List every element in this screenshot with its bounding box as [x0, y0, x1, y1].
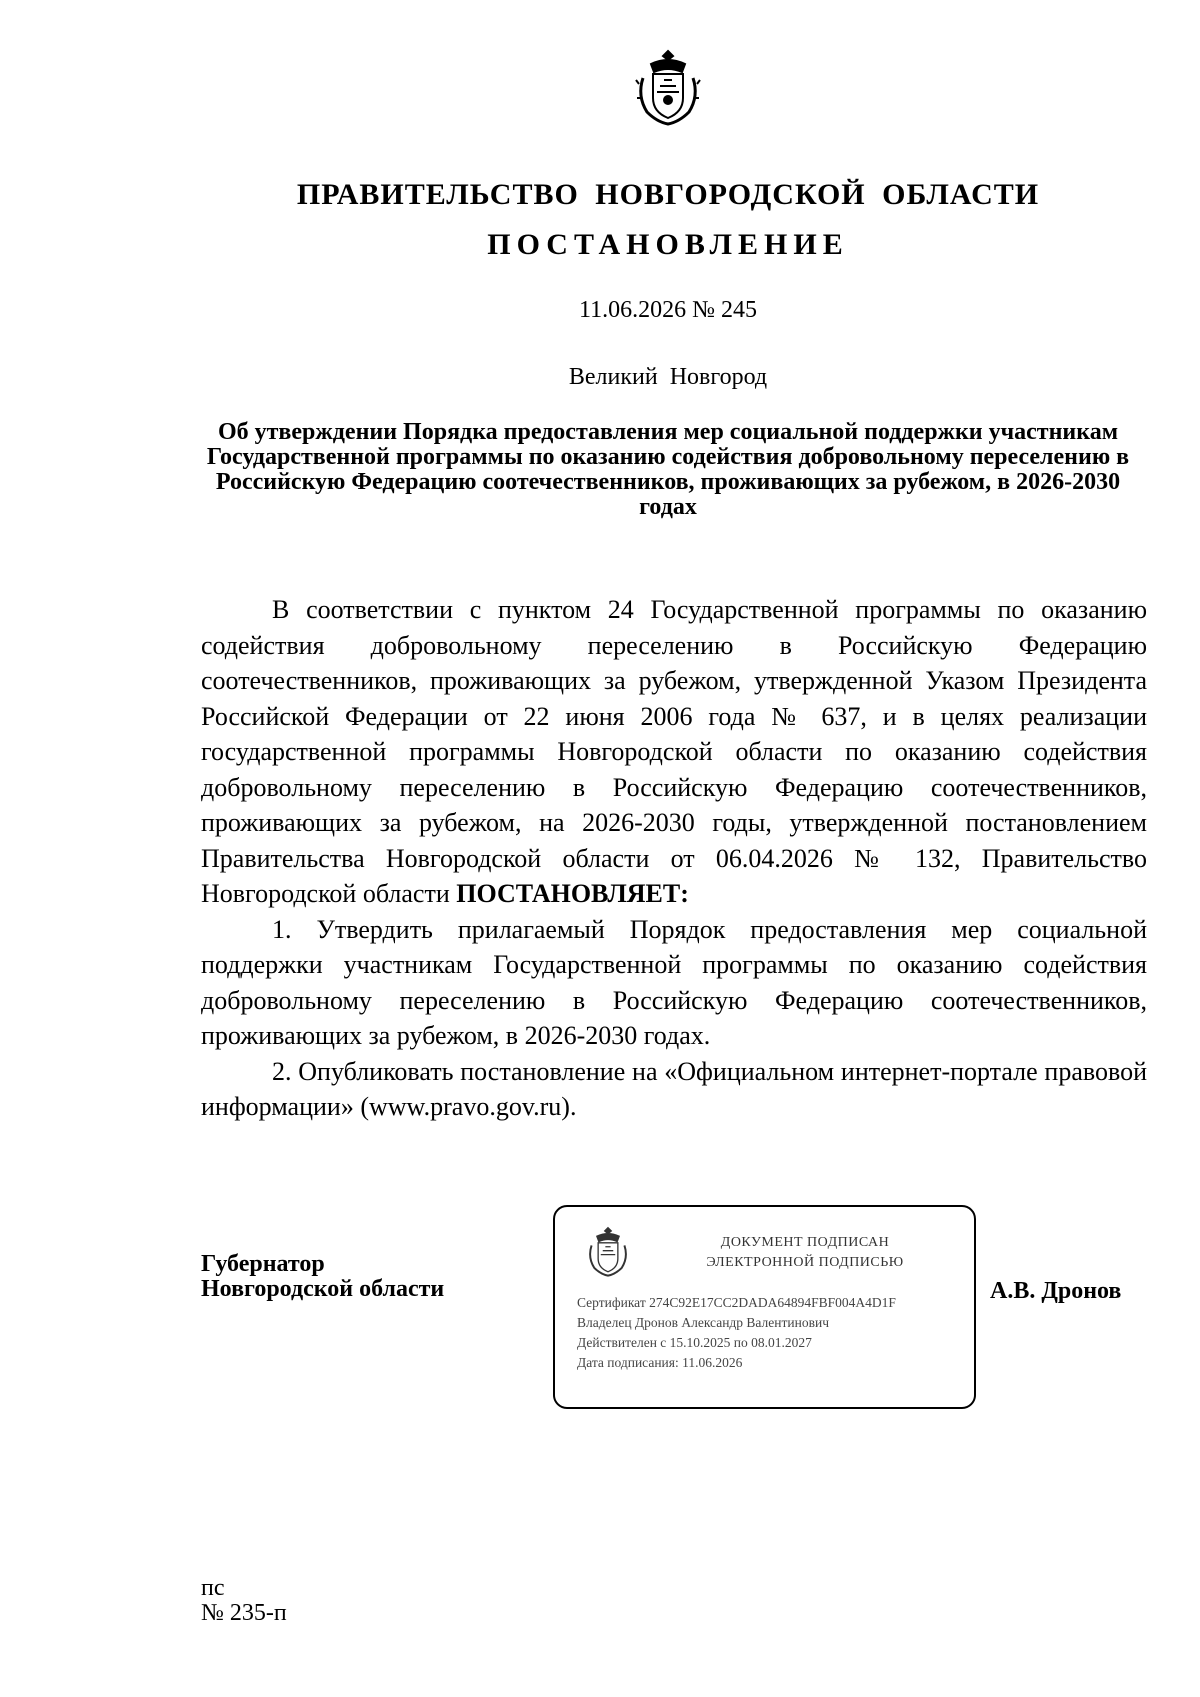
stamp-signed-date: Дата подписания: 11.06.2026 — [577, 1355, 743, 1370]
footer-line2: № 235-п — [201, 1600, 287, 1626]
document-body — [201, 592, 1147, 1125]
organization-title: ПРАВИТЕЛЬСТВО НОВГОРОДСКОЙ ОБЛАСТИ — [296, 178, 1040, 211]
footer-code — [201, 1576, 287, 1626]
electronic-signature-stamp — [553, 1205, 976, 1409]
stamp-emblem-icon — [585, 1225, 631, 1279]
document-city: Великий Новгород — [568, 364, 768, 390]
signer-position — [201, 1252, 444, 1302]
stamp-certificate: Сертификат 274C92E17CC2DADA64894FBF004A4D1F — [577, 1295, 896, 1310]
document-type: ПОСТАНОВЛЕНИЕ — [487, 228, 849, 261]
stamp-heading-line2: ЭЛЕКТРОННОЙ ПОДПИСЬЮ — [706, 1255, 904, 1270]
item-1-paragraph: 1. Утвердить прилагаемый Порядок предоставления мер социальной поддержки участникам Государственной программы по оказанию содействия добровольному переселению в Российскую Федерацию соотечественников, проживающих за рубежом, в 2026-2030 годах. — [201, 914, 1147, 1050]
stamp-owner: Владелец Дронов Александр Валентинович — [577, 1315, 829, 1330]
signer-name: А.В. Дронов — [990, 1278, 1122, 1304]
coat-of-arms-emblem — [633, 48, 703, 128]
preamble-paragraph — [201, 592, 1147, 912]
signer-position-line2: Новгородской области — [201, 1276, 445, 1302]
item-2-paragraph: 2. Опубликовать постановление на «Официальном интернет-портале правовой информации» (www.pravo.gov.ru). — [201, 1056, 1147, 1121]
stamp-heading-line1: ДОКУМЕНТ ПОДПИСАН — [720, 1235, 890, 1250]
footer-line1: пс — [201, 1575, 225, 1601]
stamp-details — [577, 1293, 972, 1373]
document-title: Об утверждении Порядка предоставления мер социальной поддержки участникам Государственной программы по оказанию содействия добровольному переселению в Российскую Федерацию соотечественников, проживающих за рубежом, в 2026-2030 годах — [206, 419, 1130, 520]
resolves-keyword: ПОСТАНОВЛЯЕТ: — [456, 879, 689, 908]
stamp-validity: Действителен с 15.10.2025 по 08.01.2027 — [577, 1335, 812, 1350]
preamble-text: В соответствии с пунктом 24 Государственной программы по оказанию содействия добровольному переселению в Российскую Федерацию соотечественников, проживающих за рубежом, утвержденной Указом Президента Российской Федерации от 22 июня 2006 года № 637, и в целях реализации государственной программы Новгородской области по оказанию содействия добровольному переселению в Российскую Федерацию соотечественников, проживающих за рубежом, на 2026-2030 годы, утвержденной постановлением Правительства Новгородской области от 06.04.2026 № 132, Правительство Новгородской области — [201, 595, 1147, 908]
signer-position-line1: Губернатор — [201, 1251, 325, 1277]
document-date-number: 11.06.2026 № 245 — [578, 297, 757, 323]
stamp-heading — [655, 1233, 955, 1273]
